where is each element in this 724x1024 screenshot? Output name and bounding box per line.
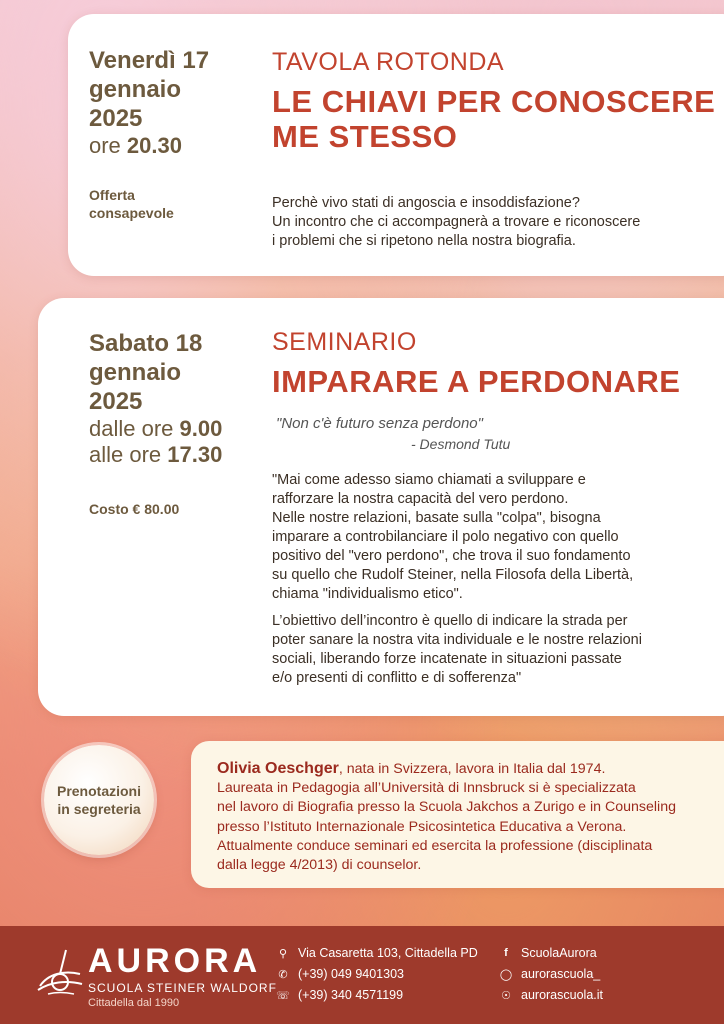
footer <box>0 926 724 1024</box>
event2-paragraph1: "Mai come adesso siamo chiamati a sviluppare e rafforzare la nostra capacità del vero perdono. Nelle nostre relazioni, basate sulla "colpa", bisogna imparare a controbilanciare il polo negativo con quello positivo del "vero perdono", che trova il suo fondamento su quello che Rudolf Steiner, nella Filosofa della Libertà, chiama "individualismo etico". <box>272 472 634 602</box>
event2-quote-author: - Desmond Tutu <box>411 436 511 452</box>
contact-facebook[interactable]: f ScuolaAurora <box>499 946 597 960</box>
whatsapp-icon: ☏ <box>276 989 290 1002</box>
event2-quote: "Non c'è futuro senza perdono" <box>276 415 483 432</box>
contact-phone[interactable]: ✆ (+39) 049 9401303 <box>276 967 404 981</box>
event1-price-note: Offerta consapevole <box>89 187 174 221</box>
event1-time: ore 20.30 <box>89 133 182 158</box>
event2-time-start: dalle ore 9.00 <box>89 416 223 441</box>
event1-kicker: TAVOLA ROTONDA <box>272 48 505 76</box>
event1-description: Perchè vivo stati di angoscia e insoddisfazione? Un incontro che ci accompagnerà a trovare e riconoscere i problemi che si ripetono nella nostra biografia. <box>272 195 641 249</box>
facebook-icon: f <box>504 947 508 959</box>
event2-date <box>89 329 222 468</box>
event2-cost: Costo € 80.00 <box>89 501 180 517</box>
speaker-bio: Olivia Oeschger, nata in Svizzera, lavora in Italia dal 1974. Laureata in Pedagogia all’Università di Innsbruck si è specializzata nel lavoro di Biografia presso la Scuola Jakchos a Zurigo e in Counseling presso l’Istituto Internazionale Psicosintetica Educativa a Verona. Attualmente conduce seminari ed esercita la professione (disciplinata dalla legge 4/2013) di counselor. <box>217 760 676 874</box>
event2-title: IMPARARE A PERDONARE <box>272 364 681 399</box>
event1-month: gennaio <box>89 76 182 103</box>
event2-year: 2025 <box>89 388 143 415</box>
event1-day: Venerdì 17 <box>89 47 210 74</box>
booking-badge <box>44 745 154 855</box>
aurora-logo-icon <box>34 944 86 1002</box>
event1-year: 2025 <box>89 105 143 132</box>
phone-icon: ✆ <box>278 968 288 981</box>
contact-instagram[interactable]: ◯ aurorascuola_ <box>499 967 601 981</box>
event2-day: Sabato 18 <box>89 330 203 357</box>
instagram-icon: ◯ <box>499 968 513 981</box>
event1-date <box>89 46 209 159</box>
contact-address: ⚲ Via Casaretta 103, Cittadella PD <box>276 946 478 960</box>
contact-whatsapp[interactable]: ☏ (+39) 340 4571199 <box>276 988 404 1002</box>
logo-subtitle: SCUOLA STEINER WALDORF <box>88 981 277 995</box>
event2-time-end: alle ore 17.30 <box>89 442 223 467</box>
logo-since: Cittadella dal 1990 <box>88 997 180 1009</box>
speaker-name: Olivia Oeschger <box>217 760 339 777</box>
event1-title: LE CHIAVI PER CONOSCERE ME STESSO <box>272 84 716 154</box>
contact-website[interactable]: ☉ aurorascuola.it <box>499 988 603 1002</box>
location-pin-icon: ⚲ <box>278 947 288 960</box>
event2-paragraph2: L’obiettivo dell’incontro è quello di indicare la strada per poter sanare la nostra vita individuale e le nostre relazioni sociali, liberando forze incatenate in situazioni passate e/o presenti di conflitto e di sofferenza" <box>272 613 642 686</box>
event2-kicker: SEMINARIO <box>272 328 417 356</box>
globe-icon: ☉ <box>501 989 511 1002</box>
event2-month: gennaio <box>89 359 182 386</box>
logo-wordmark: AURORA <box>88 942 262 980</box>
booking-badge-text: Prenotazioni in segreteria <box>56 783 141 817</box>
